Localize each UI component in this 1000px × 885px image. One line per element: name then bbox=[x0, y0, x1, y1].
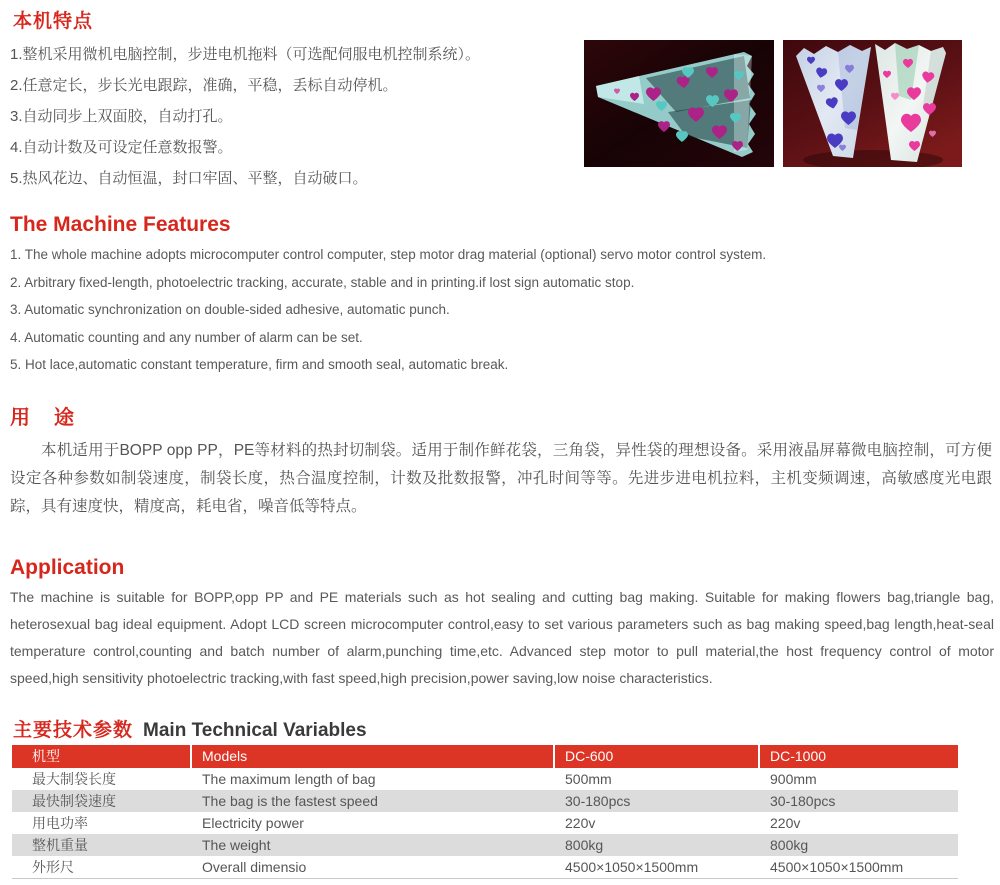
application-heading: Application bbox=[10, 556, 125, 579]
features-en-item-4: 4. Automatic counting and any number of alarm can be set. bbox=[10, 329, 363, 345]
features-en-item-5: 5. Hot lace,automatic constant temperature, firm and smooth seal, automatic break. bbox=[10, 357, 509, 372]
table-row-max-length bbox=[12, 768, 958, 790]
cell-dc1000-value: 900mm bbox=[770, 771, 817, 787]
features-cn-heading: 本机特点 bbox=[13, 11, 94, 32]
cell-label-cn: 最大制袋长度 bbox=[32, 771, 116, 787]
features-en-list bbox=[10, 241, 990, 379]
cell-label-cn: 外形尺 bbox=[32, 859, 74, 875]
tech-table-header-row bbox=[12, 745, 958, 768]
cell-dc600-value: 500mm bbox=[565, 771, 612, 787]
cell-dc600-value: 220v bbox=[565, 815, 596, 831]
cell-label-cn: 最快制袋速度 bbox=[32, 793, 116, 809]
usage-cn-heading: 用 途 bbox=[10, 407, 76, 429]
cell-label-en: The bag is the fastest speed bbox=[202, 793, 378, 809]
cell-dc1000-value: 4500×1050×1500mm bbox=[770, 859, 904, 875]
cell-label-en: Electricity power bbox=[202, 815, 304, 831]
cell-label-en: The maximum length of bag bbox=[202, 771, 376, 787]
features-en-item-2: 2. Arbitrary fixed-length, photoelectric tracking, accurate, stable and in printing.if lost sign automatic stop. bbox=[10, 274, 635, 290]
table-row-fastest-speed bbox=[12, 790, 958, 812]
cell-dc1000-value: 800kg bbox=[770, 837, 809, 853]
table-row-weight bbox=[12, 834, 958, 856]
cell-label-en: Overall dimensio bbox=[202, 859, 307, 875]
application-paragraph: The machine is suitable for BOPP,opp PP and PE materials such as hot sealing and cutting bag making. Suitable for making flowers bag,triangle bag, heterosexual bag ideal equipment. Adopt LCD screen microcomputer control,easy to set various parameters such as bag making speed,bag length,heat-seal temperature control,counting and batch number of alarm,punching time,etc. Advanced step motor to pull material,the host frequency control of motor speed,high sensitivity photoelectric tracking,with fast speed,high precision,power saving,low noise characteristics. bbox=[10, 589, 994, 686]
cell-label-cn: 整机重量 bbox=[32, 837, 88, 853]
features-cn-item-4: 4.自动计数及可设定任意数报警。 bbox=[10, 139, 233, 156]
features-cn-item-1: 1.整机采用微机电脑控制，步进电机拖料（可选配伺服电机控制系统）。 bbox=[10, 46, 481, 63]
features-en-heading: The Machine Features bbox=[10, 213, 231, 236]
col-header-dc600: DC-600 bbox=[553, 745, 758, 768]
features-cn-item-2: 2.任意定长，步长光电跟踪，准确，平稳，丢标自动停机。 bbox=[10, 77, 398, 94]
features-cn-item-5: 5.热风花边、自动恒温，封口牢固、平整，自动破口。 bbox=[10, 170, 368, 187]
features-en-item-3: 3. Automatic synchronization on double-sided adhesive, automatic punch. bbox=[10, 302, 450, 317]
cell-dc1000-value: 30-180pcs bbox=[770, 793, 836, 809]
cell-dc600-value: 30-180pcs bbox=[565, 793, 631, 809]
col-header-models-en: Models bbox=[190, 745, 553, 768]
cell-label-en: The weight bbox=[202, 837, 271, 853]
flower-bag-photo-right bbox=[783, 40, 962, 167]
flower-bag-photo-left bbox=[584, 40, 774, 167]
usage-cn-paragraph: 本机适用于BOPP opp PP，PE等材料的热封切制袋。适用于制作鲜花袋，三角袋，异性袋的理想设备。采用液晶屏幕微电脑控制，可方便设定各种参数如制袋速度，制袋长度，热合温度控制，计数及批数报警，冲孔时间等等。先进步进电机拉料，主机变频调速，高敏感度光电跟踪，具有速度快，精度高，耗电省，噪音低等特点。 bbox=[10, 442, 992, 515]
table-row-electricity-power bbox=[12, 812, 958, 834]
cell-dc1000-value: 220v bbox=[770, 815, 801, 831]
tech-table bbox=[12, 745, 958, 879]
tech-heading-cn: 主要技术参数 bbox=[13, 720, 134, 741]
cell-dc600-value: 4500×1050×1500mm bbox=[565, 859, 699, 875]
col-header-dc1000: DC-1000 bbox=[758, 745, 958, 768]
tech-table-heading bbox=[13, 715, 367, 742]
tech-heading-en: Main Technical Variables bbox=[143, 720, 367, 741]
features-cn-item-3: 3.自动同步上双面胶，自动打孔。 bbox=[10, 108, 233, 125]
table-row-overall-dimension bbox=[12, 856, 958, 878]
cell-dc600-value: 800kg bbox=[565, 837, 604, 853]
features-en-item-1: 1. The whole machine adopts microcomputer control computer, step motor drag material (optional) servo motor control system. bbox=[10, 247, 767, 262]
features-cn-list bbox=[10, 39, 570, 194]
col-header-model-cn: 机型 bbox=[32, 748, 60, 764]
cell-label-cn: 用电功率 bbox=[32, 815, 88, 831]
